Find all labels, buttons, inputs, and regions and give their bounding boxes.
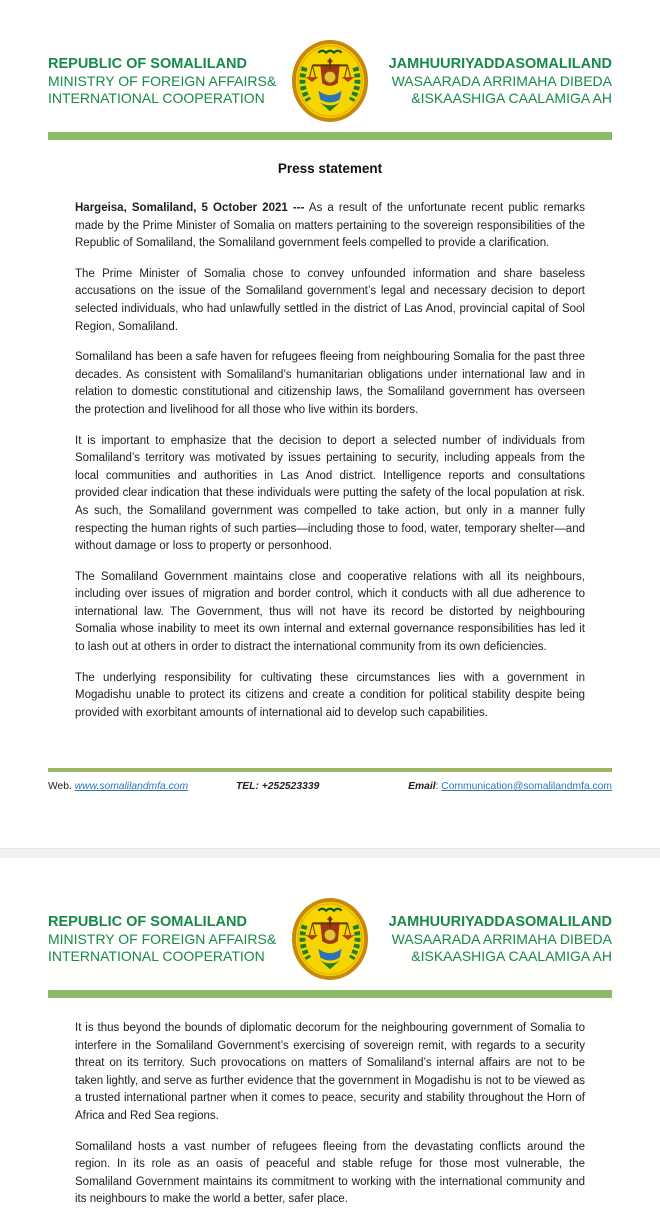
paragraph: The Somaliland Government maintains close and cooperative relations with all its neighbours, including over issues of migration and border control, which it conducts with all due adherence to international law. The Government, thus will not have its record be distorted by neighbouring Somalia whose inability to meet its own internal and external governance responsibilities has led it to lash out at others in order to distract the international community from its own deficiencies. xyxy=(75,570,585,654)
dateline: Hargeisa, Somaliland, 5 October 2021 --- xyxy=(75,202,305,214)
website-link[interactable]: www.somalilandmfa.com xyxy=(74,781,189,792)
footer-contact-row xyxy=(48,781,612,792)
page-separator xyxy=(0,848,660,858)
email-link[interactable]: Communication@somalilandmfa.com xyxy=(441,781,612,792)
org-left-line3: INTERNATIONAL COOPERATION xyxy=(48,89,265,106)
header-divider-bar xyxy=(48,132,612,140)
org-left-line1: REPUBLIC OF SOMALILAND xyxy=(48,913,247,930)
org-right-line1: JAMHUURIYADDASOMALILAND xyxy=(388,913,612,930)
paragraph: Somaliland has been a safe haven for refugees fleeing from neighbouring Somalia for the past three decades. As consistent with Somaliland’s humanitarian obligations under international law and in relation to domestic constitutional and citizenship laws, the Somaliland government has overseen the protection and livelihood for all those who live within its borders. xyxy=(75,351,585,416)
org-name-english xyxy=(48,914,282,965)
org-right-line1: JAMHUURIYADDASOMALILAND xyxy=(388,55,612,72)
footer-web xyxy=(48,781,236,792)
org-left-line2: MINISTRY OF FOREIGN AFFAIRS& xyxy=(48,72,277,89)
footer-email xyxy=(388,781,612,792)
org-name-somali xyxy=(378,56,612,107)
national-emblem-icon xyxy=(282,898,378,980)
org-right-line2: WASAARADA ARRIMAHA DIBEDA xyxy=(391,930,612,947)
paragraph: It is thus beyond the bounds of diplomatic decorum for the neighbouring government of Somalia to interfere in the Somaliland Government’s exercising of sovereign remit, with regards to a security threat on its territory. Such provocations on matters of Somaliland’s internal affairs are not to be taken lightly, and serve as further evidence that the government in Mogadishu is not to be viewed as a trusted international partner when it comes to peace, security and stability throughout the Horn of Africa and Red Sea regions. xyxy=(75,1022,585,1122)
paragraph: The underlying responsibility for cultivating these circumstances lies with a government in Mogadishu unable to protect its citizens and create a condition for political stability despite being provided with exorbitant amounts of international aid to develop such capabilities. xyxy=(75,671,585,719)
org-right-line3: &ISKAASHIGA CAALAMIGA AH xyxy=(411,947,612,964)
letterhead xyxy=(0,858,660,980)
paragraph-text: As a result of the unfortunate recent public remarks made by the Prime Minister of Somalia on matters pertaining to the sovereign responsibilities of the Republic of Somaliland, the Somaliland government feels compelled to provide a clarification. xyxy=(75,202,586,250)
org-name-english xyxy=(48,56,282,107)
page-2 xyxy=(0,858,660,1223)
letter-footer xyxy=(48,768,612,792)
paragraph: The Prime Minister of Somalia chose to convey unfounded information and share baseless accusations on the issue of the Somaliland government’s legal and necessary decision to deport selected individuals, who had unlawfully settled in the district of Las Anod, provincial capital of Sool Region, Somaliland. xyxy=(75,267,585,333)
org-right-line3: &ISKAASHIGA CAALAMIGA AH xyxy=(411,89,612,106)
press-statement-title: Press statement xyxy=(277,161,383,176)
org-left-line3: INTERNATIONAL COOPERATION xyxy=(48,947,265,964)
paragraph: Somaliland hosts a vast number of refugees fleeing from the devastating conflicts around the region. In its role as an oasis of peaceful and stable refuge for those most vulnerable, the Somaliland Government maintains its commitment to working with the international community and its neighbours to make the world a better, safer place. xyxy=(75,1140,585,1206)
national-emblem-icon xyxy=(282,40,378,122)
email-separator: : xyxy=(435,781,442,792)
footer-tel: TEL: +252523339 xyxy=(236,781,320,792)
letterhead xyxy=(0,0,660,122)
org-left-line1: REPUBLIC OF SOMALILAND xyxy=(48,55,247,72)
web-label: Web. xyxy=(48,781,72,792)
email-label: Email xyxy=(408,781,436,792)
page1-body xyxy=(0,200,660,722)
paragraph xyxy=(75,200,585,253)
org-left-line2: MINISTRY OF FOREIGN AFFAIRS& xyxy=(48,930,277,947)
page2-body xyxy=(0,1020,660,1209)
paragraph: It is important to emphasize that the decision to deport a selected number of individuals from Somaliland’s territory was motivated by issues pertaining to security, including appeals from the local communities and authorities in Las Anod district. Intelligence reports and consultations provided clear indication that these individuals were putting the safety of the local population at risk. As such, the Somaliland government was compelled to take action, but only in a manner fully respecting the human rights of such parties—including those to food, water, temporary shelter—and without damage or loss to property or personhood. xyxy=(75,434,585,553)
footer-divider-line xyxy=(48,768,612,772)
org-right-line2: WASAARADA ARRIMAHA DIBEDA xyxy=(391,72,612,89)
org-name-somali xyxy=(378,914,612,965)
header-divider-bar xyxy=(48,990,612,998)
